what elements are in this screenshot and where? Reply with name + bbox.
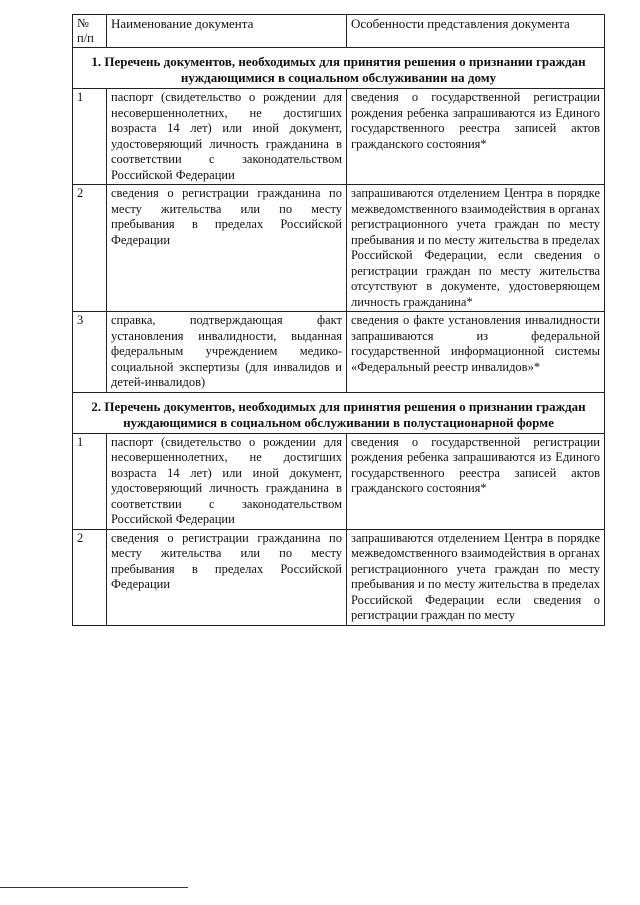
documents-table xyxy=(72,14,605,626)
row-document-name: сведения о регистрации гражданина по месту жительства или по месту пребывания в пределах Российской Федерации xyxy=(107,185,347,312)
section-title: 1. Перечень документов, необходимых для принятия решения о признании граждан нуждающимися в социальном обслуживании на дому xyxy=(73,48,605,89)
header-document-features: Особенности представления документа xyxy=(347,15,605,48)
row-document-features: запрашиваются отделением Центра в порядке межведомственного взаимодействия в органах регистрационного учета граждан по месту пребывания и по месту жительства в пределах Российской Федерации, если сведения о регистрации граждан по месту жительства отсутствуют в документе, удостоверяющем личность гражданина* xyxy=(347,185,605,312)
table-header-row xyxy=(73,15,605,48)
row-document-name: сведения о регистрации гражданина по месту жительства или по месту пребывания в пределах Российской Федерации xyxy=(107,529,347,625)
footnote-separator-line xyxy=(0,887,188,888)
table-row xyxy=(73,529,605,625)
row-document-name: справка, подтверждающая факт установления инвалидности, выданная федеральным учреждением медико-социальной экспертизы (для инвалидов и детей-инвалидов) xyxy=(107,312,347,393)
row-number: 1 xyxy=(73,433,107,529)
section-title-row xyxy=(73,392,605,433)
row-number: 3 xyxy=(73,312,107,393)
row-document-features: сведения о факте установления инвалидности запрашиваются из федеральной государственной информационной системы «Федеральный реестр инвалидов»* xyxy=(347,312,605,393)
row-number: 1 xyxy=(73,89,107,185)
section-title: 2. Перечень документов, необходимых для принятия решения о признании граждан нуждающимися в социальном обслуживании в полустационарной форме xyxy=(73,392,605,433)
table-row xyxy=(73,89,605,185)
row-number: 2 xyxy=(73,529,107,625)
row-document-name: паспорт (свидетельство о рождении для несовершеннолетних, не достигших возраста 14 лет) или иной документ, удостоверяющий личность гражданина в соответствии с законодательством Российской Федерации xyxy=(107,433,347,529)
row-number: 2 xyxy=(73,185,107,312)
header-document-name: Наименование документа xyxy=(107,15,347,48)
table-row xyxy=(73,433,605,529)
row-document-name: паспорт (свидетельство о рождении для несовершеннолетних, не достигших возраста 14 лет) или иной документ, удостоверяющий личность гражданина в соответствии с законодательством Российской Федерации xyxy=(107,89,347,185)
row-document-features: сведения о государственной регистрации рождения ребенка запрашиваются из Единого государственного реестра записей актов гражданского состояния* xyxy=(347,433,605,529)
header-number: № п/п xyxy=(73,15,107,48)
table-row xyxy=(73,185,605,312)
table-row xyxy=(73,312,605,393)
row-document-features: запрашиваются отделением Центра в порядке межведомственного взаимодействия в органах регистрационного учета граждан по месту пребывания и по месту жительства в пределах Российской Федерации если сведения о регистрации граждан по месту xyxy=(347,529,605,625)
row-document-features: сведения о государственной регистрации рождения ребенка запрашиваются из Единого государственного реестра записей актов гражданского состояния* xyxy=(347,89,605,185)
section-title-row xyxy=(73,48,605,89)
